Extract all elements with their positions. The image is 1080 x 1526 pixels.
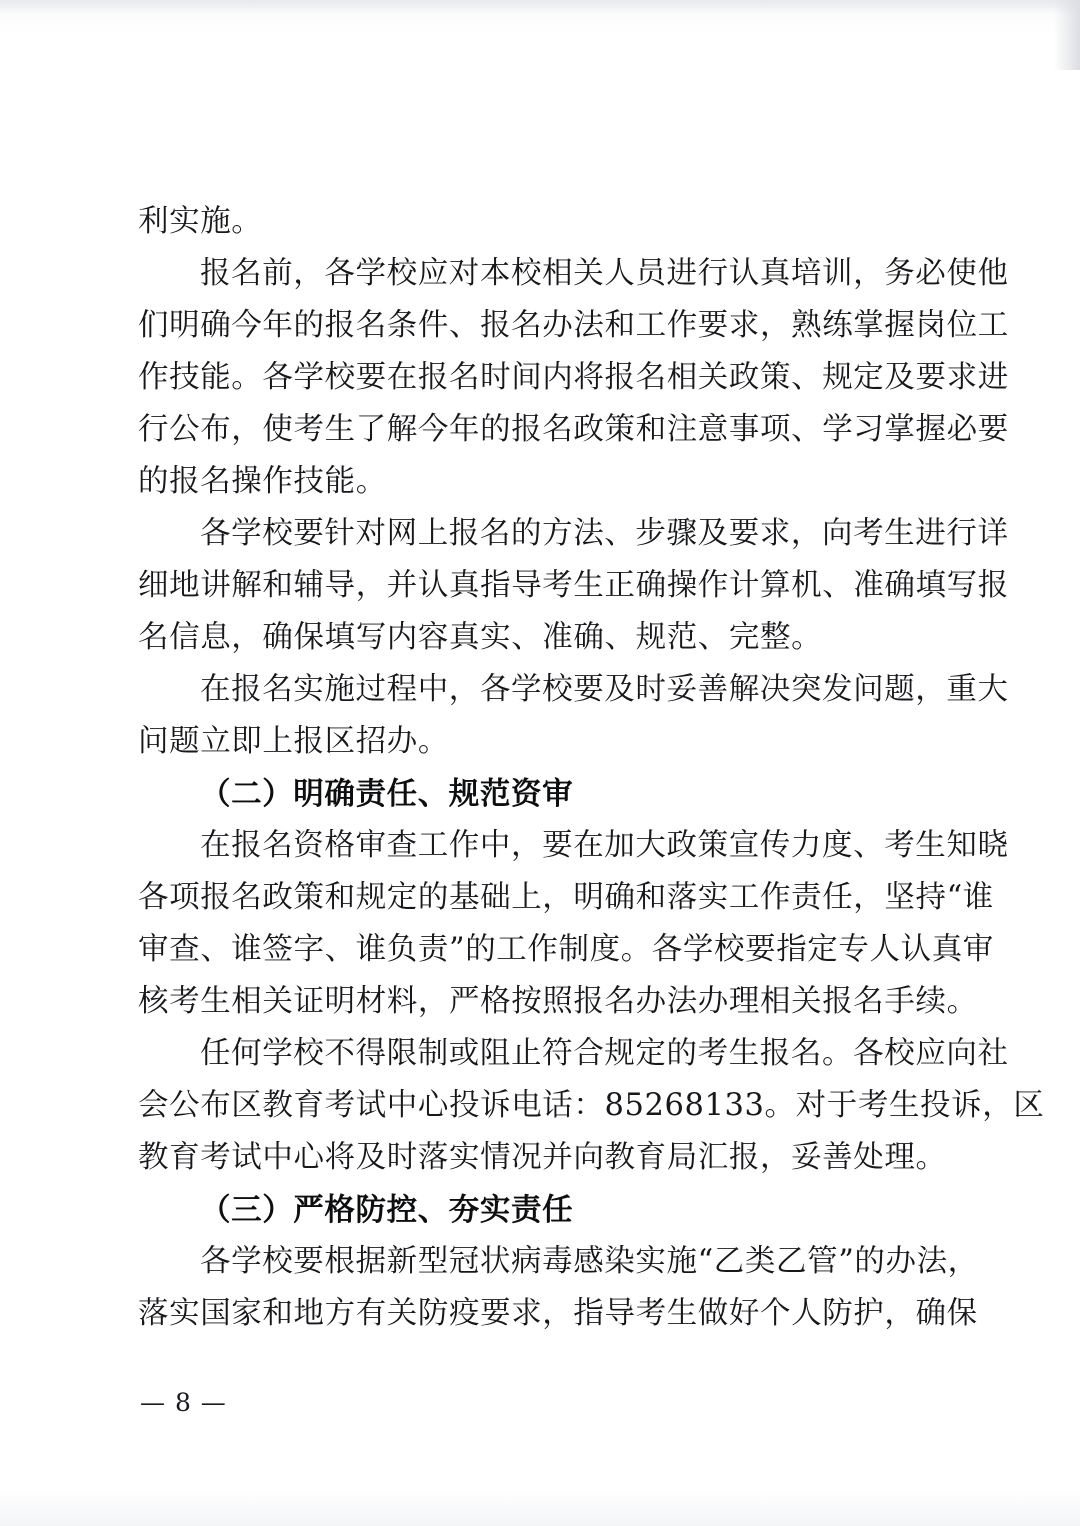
page-number: — 8 — — [140, 1388, 227, 1417]
scan-edge-shading-right — [1054, 0, 1080, 70]
text-line: 名信息，确保填写内容真实、准确、规范、完整。 — [138, 620, 823, 655]
document-text-column — [138, 196, 1045, 1340]
text-line: 利实施。 — [138, 204, 263, 239]
text-line: 报名前，各学校应对本校相关人员进行认真培训，务必使他 — [200, 256, 1009, 291]
heading-line: （二）明确责任、规范资审 — [200, 776, 574, 812]
text-line: 各项报名政策和规定的基础上，明确和落实工作责任，坚持“谁 — [138, 880, 994, 915]
text-line: 落实国家和地方有关防疫要求，指导考生做好个人防护，确保 — [138, 1296, 978, 1331]
text-line: 在报名资格审查工作中，要在加大政策宣传力度、考生知晓 — [200, 828, 1009, 863]
text-line: 作技能。各学校要在报名时间内将报名相关政策、规定及要求进 — [138, 360, 1009, 395]
text-line: 会公布区教育考试中心投诉电话：85268133。对于考生投诉，区 — [138, 1088, 1045, 1123]
text-line: 各学校要根据新型冠状病毒感染实施“乙类乙管”的办法， — [200, 1244, 979, 1279]
text-line: 在报名实施过程中，各学校要及时妥善解决突发问题，重大 — [200, 672, 1009, 707]
scan-edge-shading-top — [0, 0, 1080, 14]
text-line: 核考生相关证明材料，严格按照报名办法办理相关报名手续。 — [138, 984, 978, 1019]
text-line: 们明确今年的报名条件、报名办法和工作要求，熟练掌握岗位工 — [138, 308, 1009, 343]
scan-edge-shading-bottom — [0, 1488, 1080, 1526]
text-line: 审查、谁签字、谁负责”的工作制度。各学校要指定专人认真审 — [138, 932, 994, 967]
text-line: 问题立即上报区招办。 — [138, 724, 449, 759]
text-line: 任何学校不得限制或阻止符合规定的考生报名。各校应向社 — [200, 1036, 1009, 1071]
text-line: 的报名操作技能。 — [138, 464, 387, 499]
text-line: 行公布，使考生了解今年的报名政策和注意事项、学习掌握必要 — [138, 412, 1009, 447]
heading-line: （三）严格防控、夯实责任 — [200, 1192, 574, 1228]
text-line: 各学校要针对网上报名的方法、步骤及要求，向考生进行详 — [200, 516, 1009, 551]
text-line: 教育考试中心将及时落实情况并向教育局汇报，妥善处理。 — [138, 1140, 947, 1175]
text-line: 细地讲解和辅导，并认真指导考生正确操作计算机、准确填写报 — [138, 568, 1009, 603]
